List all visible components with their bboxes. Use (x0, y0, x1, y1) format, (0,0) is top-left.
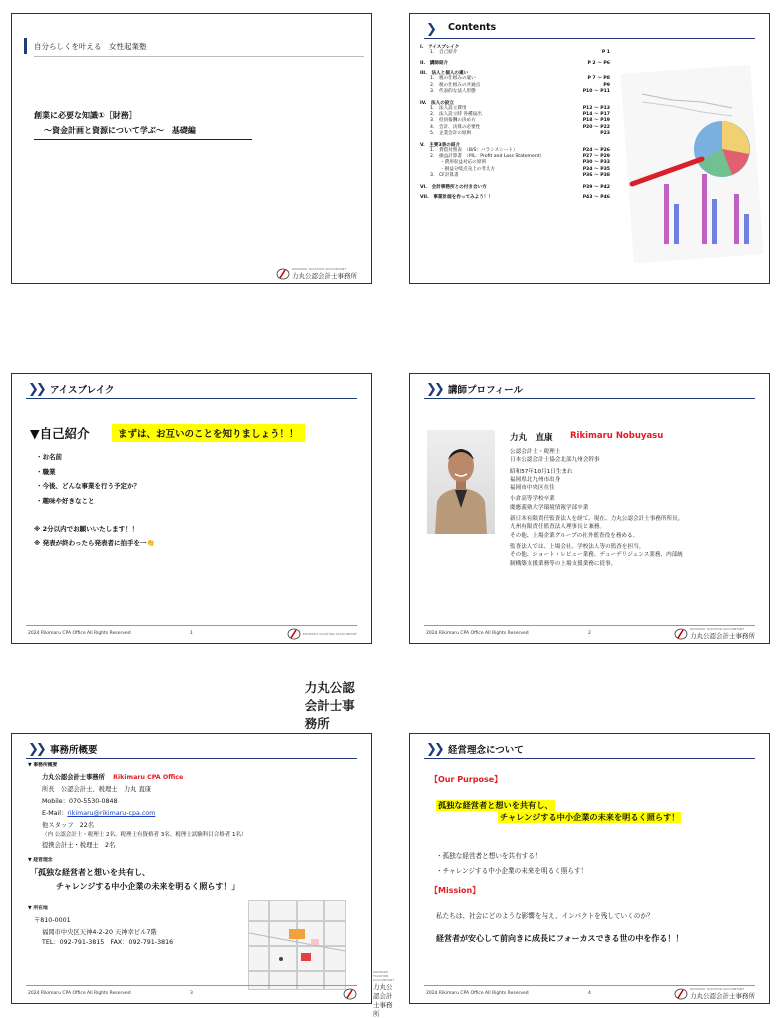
note-1: ※ 2分以内でお願いいたします！！ (34, 525, 139, 533)
toc-item-page: P36 ～ P38 (582, 173, 610, 179)
toc-item-page: P20 ～ P22 (582, 124, 610, 130)
slide-contents (409, 13, 770, 284)
toc-section (420, 184, 610, 190)
list-item: ・職業 (36, 467, 56, 476)
toc-item-page: P10 ～ P11 (582, 89, 610, 95)
toc-item-page: P18 ～ P19 (582, 118, 610, 124)
highlight-text: まずは、お互いのことを知りましょう！！ (112, 424, 305, 442)
logo-name: 力丸公認会計士事務所 (292, 272, 357, 280)
toc-section-page: P 2 ～ P6 (587, 61, 610, 67)
cover-title-line1: 創業に必要な知識①［財務］ (34, 111, 137, 120)
toc-section-label: IV. 法人の設立 (420, 100, 454, 106)
email-link[interactable]: rikimaru@rikimaru-cpa.com (67, 810, 156, 817)
chevron-icon: ❯❯ (426, 742, 442, 757)
cover-underline (34, 139, 252, 140)
logo-mark-icon (343, 988, 357, 1000)
toc-item-label: ・損益分岐点売上の考え方 (440, 166, 496, 172)
toc-item-label: 4. 会計、決算の必要性 (430, 124, 481, 130)
toc-item-page: P34 ～ P35 (582, 166, 610, 172)
chart-illustration-icon (622, 64, 762, 264)
office-logo (343, 970, 395, 1018)
chevron-icon: ❯❯ (28, 382, 44, 397)
lecturer-photo (427, 430, 495, 534)
office-head: 所長 公認会計士、税理士 力丸 直康 (42, 786, 152, 793)
logo-name: 力丸公認会計士事務所 (690, 992, 755, 1000)
logo-mark-icon (276, 268, 290, 280)
profile-line: 昭和57年10月1日生まれ (510, 468, 573, 475)
toc-section-label: V. 主要3表の紹介 (420, 142, 461, 148)
note-2: ※ 発表が終わったら発表者に拍手を一👏 (34, 539, 155, 547)
slide-office (11, 733, 395, 1018)
header-underline (424, 38, 755, 39)
page-number: 3 (190, 991, 193, 996)
toc-item-label: 1. 貸借対照表 （B/S：バランスシート） (430, 147, 518, 153)
toc-item (420, 173, 610, 179)
chevron-icon: ❯❯ (426, 382, 442, 397)
toc-item-page: P12 ～ P13 (582, 105, 610, 111)
toc-section (420, 60, 610, 66)
slide-title: 講師プロフィール (448, 385, 524, 396)
logo-name: 力丸公認会計士事務所 (304, 680, 355, 731)
office-name-row (42, 772, 183, 781)
toc-item-page: P 1 (601, 50, 610, 55)
logo-small: RIKIMARU TAXATION ACCOUNTANT (690, 987, 745, 991)
philosophy-line2: チャレンジする中小企業の未来を明るく照らす！」 (56, 882, 240, 891)
logo-name: 力丸公認会計士事務所 (373, 983, 393, 1018)
slide-title: Contents (448, 22, 497, 33)
toc-section-page: P39 ～ P42 (582, 184, 610, 190)
mission-question: 私たちは、社会にどのような影響を与え、インパクトを残していくのか？ (436, 912, 654, 920)
list-item: ・趣味や好きなこと (36, 496, 95, 505)
toc-section-label: VI. 会計事務所との付き合い方 (420, 184, 487, 190)
toc-item-page: P23 (600, 131, 610, 137)
title-accent-bar (24, 38, 27, 54)
logo-name: 力丸公認会計士事務所 (690, 632, 755, 640)
toc-item-label: ・費用収益対応の原則 (440, 160, 486, 166)
mission-statement: 経営者が安心して前向きに成長にフォーカスできる世の中を作る！！ (436, 934, 684, 943)
profile-line: 日本公認会計士協会北部九州会幹事 (510, 457, 600, 464)
toc-item-label: 2. 税の仕組みの共通点 (430, 82, 481, 88)
toc-item-label: 1. 税の仕組みの違い (430, 76, 476, 82)
bullet-list (36, 450, 140, 508)
toc-section-label: II. 講師紹介 (420, 61, 449, 67)
purpose-highlight-2: チャレンジする中小企業の未来を明るく照らす！ (500, 812, 680, 822)
page-number: 1 (190, 631, 193, 636)
toc-item-label: 5. 企業会計の原則 (430, 131, 472, 137)
toc-item-label: 2. 法人設立時 各種届出 (430, 112, 482, 118)
lecturer-name-en: Rikimaru Nobuyasu (570, 431, 664, 441)
email-label: E-Mail： (42, 810, 68, 817)
toc-item-label: 2. 損益計算書 （P/L：Profit and Loss Statement） (430, 154, 545, 160)
slide-title: アイスブレイク (50, 385, 115, 396)
footer-line (26, 625, 357, 626)
profile-line: 監査法人では、上場会社、学校法人等の監査を担当。 (510, 543, 645, 550)
copyright: 2024 Rikimaru CPA Office All Rights Reserved (28, 631, 131, 636)
office-name-en: Rikimaru CPA Office (113, 774, 184, 781)
slide-cover (11, 13, 372, 284)
profile-line: 九州有限責任監査法人理事長と兼務。 (510, 524, 606, 531)
chevron-icon: ❯ (426, 22, 434, 37)
logo-mark-icon (674, 988, 688, 1000)
toc-item (420, 89, 610, 95)
page-number: 4 (588, 991, 591, 996)
footer-line (424, 625, 755, 626)
toc-section-label: III. 法人と個人の違い (420, 71, 469, 77)
philosophy-line1: 「孤独な経営者と想いを共有し、 (30, 868, 150, 877)
toc-item-label: 1. 法人設立費用 (430, 105, 467, 111)
logo-small: RIKIMARU TAXATION ACCOUNTANT (292, 267, 347, 271)
office-email-row (42, 808, 155, 817)
cover-title-line2: ～資金計画と資源について学ぶ～ 基礎編 (44, 126, 196, 135)
location-map (248, 900, 346, 990)
office-tel: TEL：092-791-3815 FAX：092-791-3816 (42, 939, 174, 946)
toc-item-page: P9 (603, 82, 610, 88)
toc-item-page: P14 ～ P17 (582, 112, 610, 118)
profile-line: 新日本有限責任監査法人を経て、現在、力丸公認会計士事務所所長。 (510, 516, 684, 523)
toc-section (420, 194, 610, 200)
profile-details (510, 448, 760, 568)
list-item: ・お名前 (36, 453, 62, 461)
purpose-highlight-1: 孤独な経営者と想いを共有し、 (438, 800, 553, 810)
copyright: 2024 Rikimaru CPA Office All Rights Reserved (426, 991, 529, 996)
toc-section-label: VII. 事業計画を作ってみよう！！ (420, 194, 494, 200)
slide-title: 経営理念について (448, 745, 524, 756)
profile-line: 制構築支援業務等の上場支援業務に従事。 (510, 560, 617, 567)
toc-item-page: P27 ～ P29 (582, 154, 610, 160)
mission-label: 【Mission】 (430, 886, 481, 895)
toc-item-label: 3. 代表的な法人形態 (430, 89, 476, 95)
section-heading: ▼ 事務所概要 (28, 763, 58, 768)
chevron-icon: ❯❯ (28, 742, 44, 757)
section-heading: ▼ 所在地 (28, 906, 48, 911)
purpose-bullet-1: ・孤独な経営者と想いを共有する！ (436, 852, 542, 860)
lecturer-name: 力丸 直康 (510, 433, 553, 443)
toc-item-label: 3. CF計算書 (430, 173, 459, 179)
divider (34, 56, 364, 57)
list-item: ・今後、どんな事業を行う予定か？ (36, 482, 140, 490)
slide-profile (409, 373, 770, 644)
office-logo (287, 628, 357, 731)
header-underline (424, 398, 755, 399)
toc-section-label: I. アイスブレイク (420, 45, 460, 50)
slide-icebreak (11, 373, 372, 731)
office-logo (674, 627, 755, 640)
person-icon (427, 430, 495, 534)
logo-small: RIKIMARU TAXATION ACCOUNTANT (302, 632, 357, 636)
footer-line (424, 985, 755, 986)
purpose-label: 【Our Purpose】 (430, 775, 503, 784)
copyright: 2024 Rikimaru CPA Office All Rights Reserved (28, 991, 131, 996)
header-underline (26, 398, 357, 399)
toc-item (420, 50, 610, 56)
office-name: 力丸公認会計士事務所 (42, 774, 105, 781)
slide-title: 事務所概要 (50, 745, 98, 756)
header-underline (424, 758, 755, 759)
office-staff-detail: （内 公認会計士・税理士 2名、税理士有資格者 3名、税理士試験科目合格者 1名） (42, 832, 247, 838)
logo-mark-icon (674, 628, 688, 640)
office-mobile: Mobile：070-5530-0848 (42, 798, 118, 805)
office-staff: 他スタッフ 22名 (42, 822, 95, 829)
office-logo (674, 987, 755, 1000)
toc-section-page: P43 ～ P46 (582, 194, 610, 200)
toc-item-page: P 7 ～ P8 (587, 76, 610, 82)
seminar-tag: 自分らしくを叶える 女性起業塾 (34, 42, 147, 51)
profile-line: 福岡市中央区在住 (510, 485, 555, 492)
office-partner: 提携会計士・税理士 2名 (42, 842, 116, 849)
toc-item-label: 1. 自己紹介 (430, 50, 458, 55)
toc-item-page: P24 ～ P26 (582, 147, 610, 153)
profile-line: 慶應義塾大学環境情報学部卒業 (510, 504, 589, 511)
logo-small: RIKIMARU TAXATION ACCOUNTANT (373, 970, 395, 982)
office-address: 福岡市中央区天神4-2-20 天神幸ビル7階 (42, 929, 157, 936)
section-heading: ▼自己紹介 (30, 426, 90, 441)
logo-small: RIKIMARU TAXATION ACCOUNTANT (690, 627, 745, 631)
toc-item-page: P30 ～ P33 (582, 160, 610, 166)
office-zip: 〒810-0001 (34, 917, 71, 924)
section-heading: ▼ 経営理念 (28, 858, 53, 863)
profile-line: その他、ショート・レビュー業務、デューデリジェンス業務、内部統 (510, 552, 683, 559)
office-logo (276, 267, 357, 280)
toc-item-label: 3. 役員報酬の決め方 (430, 118, 476, 124)
toc-item (420, 131, 610, 137)
profile-line: 小倉高等学校卒業 (510, 496, 555, 503)
logo-mark-icon (287, 628, 301, 640)
copyright: 2024 Rikimaru CPA Office All Rights Reserved (426, 631, 529, 636)
purpose-bullet-2: ・チャレンジする中小企業の未来を明るく照らす！ (436, 867, 588, 875)
header-underline (26, 758, 357, 759)
page-number: 2 (588, 631, 591, 636)
profile-line: その他、上場企業グループの社外監査役を務める。 (510, 532, 639, 539)
profile-line: 福岡県北九州市出身 (510, 476, 561, 483)
profile-line: 公認会計士・税理士 (510, 449, 561, 455)
footer-line (26, 985, 357, 986)
slide-philosophy (409, 733, 770, 1004)
